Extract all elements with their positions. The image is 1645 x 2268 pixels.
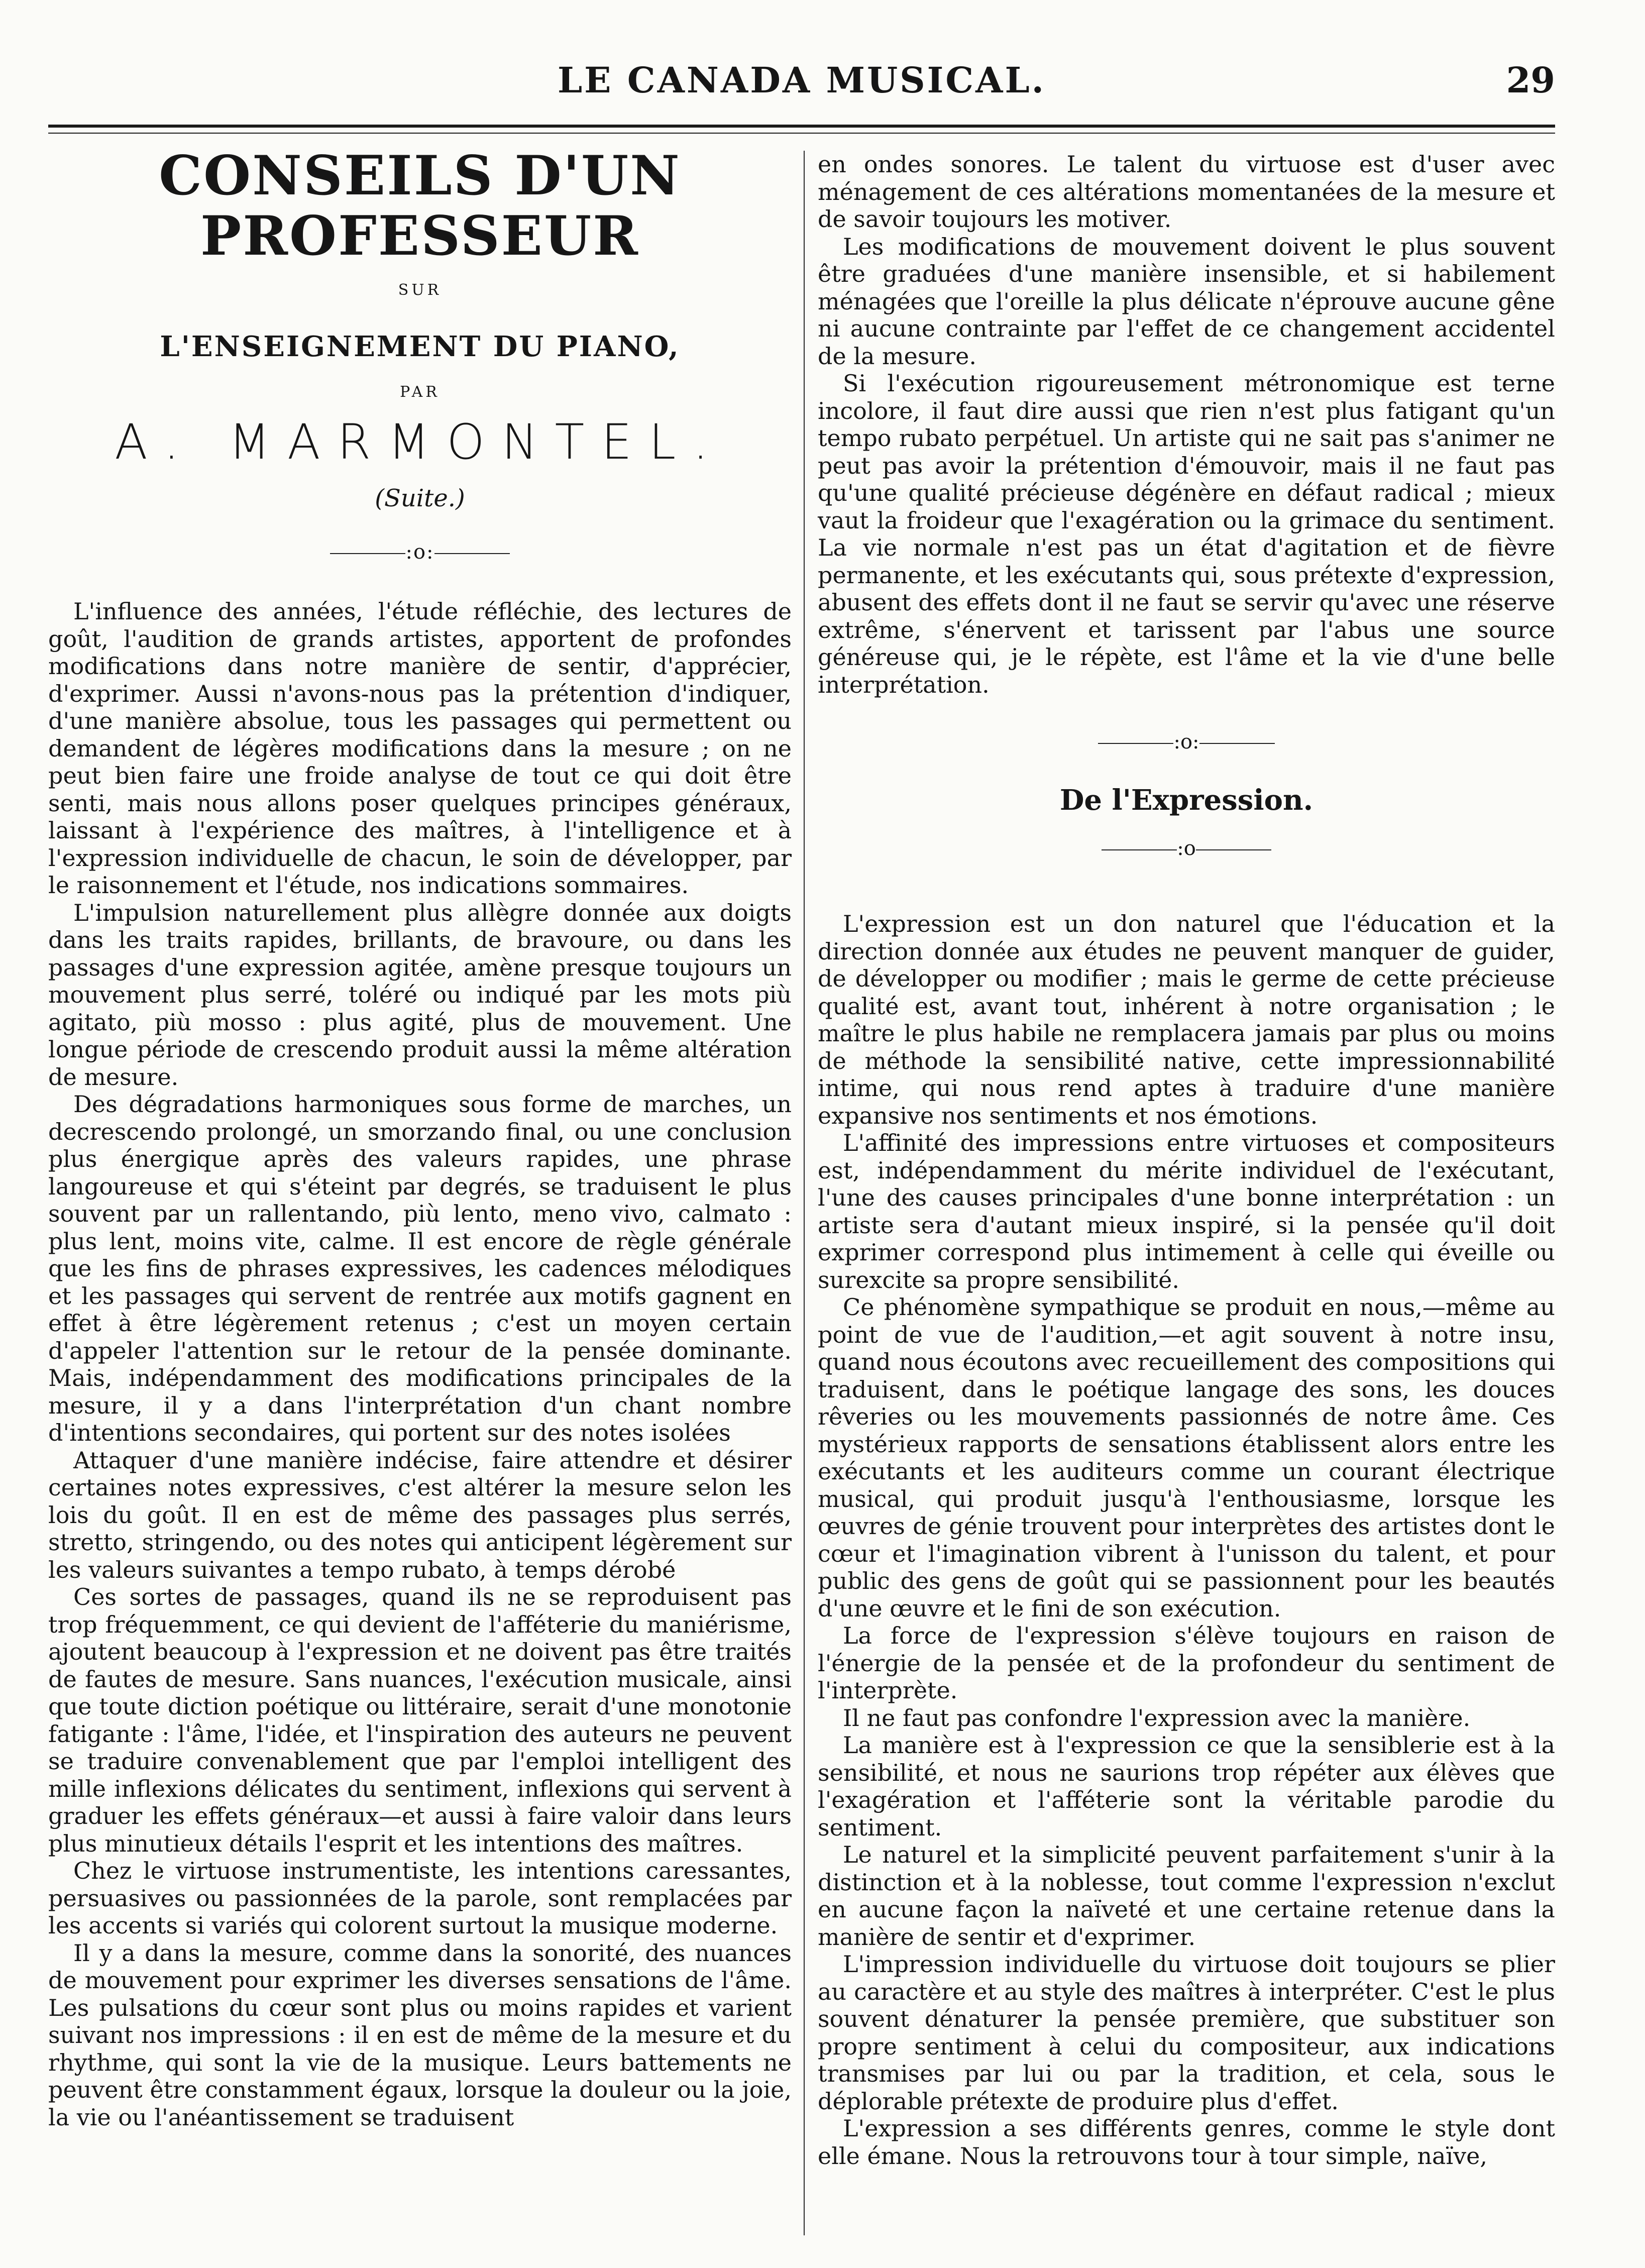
article-par: PAR — [400, 383, 440, 401]
paragraph: Ces sortes de passages, quand ils ne se reproduisent pas trop fréquemment, ce qui devient de l'afféterie du maniérisme, ajoutent beaucoup à l'expression et ne doivent pas être traités de fautes de mesure. Sans nuances, l'exécution musicale, ainsi que toute diction poétique ou littéraire, serait d'une monotonie fatigante : l'âme, l'idée, et l'inspiration des auteurs ne peuvent se traduire convenablement que par l'emploi intelligent des mille inflexions délicates du sentiment, inflexions qui servent à graduer les effets généraux—et aussi à faire valoir dans leurs plus minutieux détails l'esprit et les intentions des maîtres. — [48, 1583, 792, 1857]
column-divider — [804, 151, 805, 2235]
paragraph: L'affinité des impressions entre virtuoses et compositeurs est, indépendamment du mérite individuel de l'exécutant, l'une des causes principales d'une bonne interprétation : un artiste sera d'autant mieux inspiré, si la pensée qu'il doit exprimer correspond plus intimement à celle qui éveille ou surexcite sa propre sensibilité. — [818, 1129, 1555, 1293]
separator-mark: :o: — [405, 541, 434, 564]
right-column — [818, 151, 1555, 2170]
article-sur: SUR — [398, 281, 442, 299]
article-author: A. MARMONTEL. — [115, 414, 725, 470]
paragraph: L'impression individuelle du virtuose doit toujours se plier au caractère et au style des maîtres à interpréter. C'est le plus souvent dénaturer la pensée première, que substituer son propre sentiment à celui du compositeur, aux indications transmises par lui ou par la tradition, et cela, sous le déplorable prétexte de produire plus d'effet. — [818, 1951, 1555, 2115]
section-title: De l'Expression. — [1059, 784, 1313, 817]
paragraph: La force de l'expression s'élève toujours en raison de l'énergie de la pensée et de la profondeur du sentiment de l'interprète. — [818, 1622, 1555, 1704]
paragraph: L'expression a ses différents genres, comme le style dont elle émane. Nous la retrouvons tour à tour simple, naïve, — [818, 2115, 1555, 2170]
paragraph: Il ne faut pas confondre l'expression avec la manière. — [843, 1704, 1471, 1732]
paragraph: Attaquer d'une manière indécise, faire attendre et désirer certaines notes expressives, c'est altérer la mesure selon les lois du goût. Il en est de même des passages plus serrés, stretto, stringendo, ou des notes qui anticipent légèrement sur les valeurs suivantes a tempo rubato, à temps dérobé — [48, 1446, 792, 1583]
paragraph: La manière est à l'expression ce que la sensiblerie est à la sensibilité, et nous ne saurions trop répéter aux élèves que l'exagération et l'afféterie sont la véritable parodie du sentiment. — [818, 1732, 1555, 1841]
separator — [818, 730, 1555, 753]
separator-mark: :o — [1177, 837, 1196, 860]
separator-mark: :o: — [1173, 730, 1199, 753]
left-column — [48, 144, 792, 2131]
paragraph: Ce phénomène sympathique se produit en nous,—même au point de vue de l'audition,—et agit souvent à notre insu, quand nous écoutons avec recueillement des compositions qui traduisent, dans le poétique langage des sons, les douces rêveries ou les mouvements passionnés de notre âme. Ces mystérieux rapports de sensations établissent alors entre les exécutants et les auditeurs comme un courant électrique musical, qui produit jusqu'à l'enthousiasme, lorsque les œuvres de génie trouvent pour interprètes des artistes dont le cœur et l'imagination vibrent à l'unisson du talent, et pour public des gens de goût qui se passionnent pour les beautés d'une œuvre et le fini de son exécution. — [818, 1293, 1555, 1622]
paragraph: en ondes sonores. Le talent du virtuose est d'user avec ménagement de ces altérations momentanées de la mesure et de savoir toujours les motiver. — [818, 151, 1555, 233]
paragraph: L'expression est un don naturel que l'éducation et la direction donnée aux études ne peuvent manquer de guider, de développer ou modifier ; mais le germe de cette précieuse qualité est, avant tout, inhérent à notre organisation ; le maître le plus habile ne remplacera jamais par plus ou moins de méthode la sensibilité native, cette impressionnabilité intime, qui nous rend aptes à traduire d'une manière expansive nos sentiments et nos émotions. — [818, 910, 1555, 1129]
page-number: 29 — [1506, 59, 1555, 101]
paragraph: Les modifications de mouvement doivent le plus souvent être graduées d'une manière insensible, et si habilement ménagées que l'oreille la plus délicate n'éprouve aucune gêne ni aucune contrainte par l'effet de ce changement accidentel de la mesure. — [818, 233, 1555, 370]
paragraph: L'influence des années, l'étude réfléchie, des lectures de goût, l'audition de grands artistes, apportent de profondes modifications dans notre manière de sentir, d'apprécier, d'exprimer. Aussi n'avons-nous pas la prétention d'indiquer, d'une manière absolue, tous les passages qui permettent ou demandent de légères modifications dans la mesure ; on ne peut bien faire une froide analyse de tout ce qui doit être senti, mais nous allons poser quelques principes généraux, laissant à l'expérience des maîtres, à l'intelligence et à l'expression individuelle de chacun, le soin de développer, par le raisonnement et l'étude, nos indications sommaires. — [48, 598, 792, 899]
paragraph: Le naturel et la simplicité peuvent parfaitement s'unir à la distinction et à la noblesse, tout comme l'expression n'exclut en aucune façon la naïveté et une certaine retenue dans la manière de sentir et d'exprimer. — [818, 1841, 1555, 1951]
article-title: CONSEILS D'UN PROFESSEUR — [159, 144, 681, 268]
header-rule-thin — [48, 133, 1555, 134]
paragraph: Si l'exécution rigoureusement métronomique est terne incolore, il faut dire aussi que rien n'est plus fatigant qu'un tempo rubato perpétuel. Un artiste qui ne sait pas s'animer ne peut pas avoir la prétention d'émouvoir, mais il ne faut pas qu'une qualité précieuse dégénère en défaut radical ; mieux vaut la froideur que l'exagération ou la grimace du sentiment. La vie normale n'est pas un état d'agitation et de fièvre permanente, et les exécutants qui, sous prétexte d'expression, abusent des effets dont il ne faut se servir qu'avec une réserve extrême, s'énervent et tarissent par l'abus une source généreuse qui, je le répète, est l'âme et la vie d'une belle interprétation. — [818, 370, 1555, 698]
separator — [818, 837, 1555, 860]
paragraph: Il y a dans la mesure, comme dans la sonorité, des nuances de mouvement pour exprimer les diverses sensations de l'âme. Les pulsations du cœur sont plus ou moins rapides et varient suivant nos impressions : il en est de même de la mesure et du rhythme, qui sont la vie de la musique. Leurs battements ne peuvent être constamment égaux, lorsque la douleur ou la joie, la vie ou l'anéantissement se traduisent — [48, 1939, 792, 2131]
article-suite: (Suite.) — [375, 484, 465, 512]
article-subject: L'ENSEIGNEMENT DU PIANO, — [160, 330, 680, 363]
paragraph: L'impulsion naturellement plus allègre donnée aux doigts dans les traits rapides, brillants, de bravoure, ou dans les passages d'une expression agitée, amène presque toujours un mouvement plus serré, toléré ou indiqué par les mots più agitato, più mosso : plus agité, plus de mouvement. Une longue période de crescendo produit aussi la même altération de mesure. — [48, 899, 792, 1091]
paragraph: Chez le virtuose instrumentiste, les intentions caressantes, persuasives ou passionnées de la parole, sont remplacées par les accents si variés qui colorent surtout la musique moderne. — [48, 1857, 792, 1939]
journal-title: LE CANADA MUSICAL. — [557, 59, 1046, 101]
separator — [48, 541, 792, 564]
running-head — [48, 59, 1555, 104]
header-rule-thick — [48, 125, 1555, 128]
paragraph: Des dégradations harmoniques sous forme de marches, un decrescendo prolongé, un smorzando final, ou une conclusion plus énergique après des valeurs rapides, une phrase langoureuse et qui s'éteint par degrés, se traduisent le plus souvent par un rallentando, più lento, meno vivo, calmato : plus lent, moins vite, calme. Il est encore de règle générale que les fins de phrases expressives, les cadences mélodiques et les passages qui servent de rentrée aux motifs gagnent en effet à être légèrement retenus ; c'est un moyen certain d'appeler l'attention sur le retour de la pensée dominante. Mais, indépendamment des modifications principales de la mesure, il y a dans l'interprétation d'un chant nombre d'intentions secondaires, qui portent sur des notes isolées — [48, 1091, 792, 1446]
